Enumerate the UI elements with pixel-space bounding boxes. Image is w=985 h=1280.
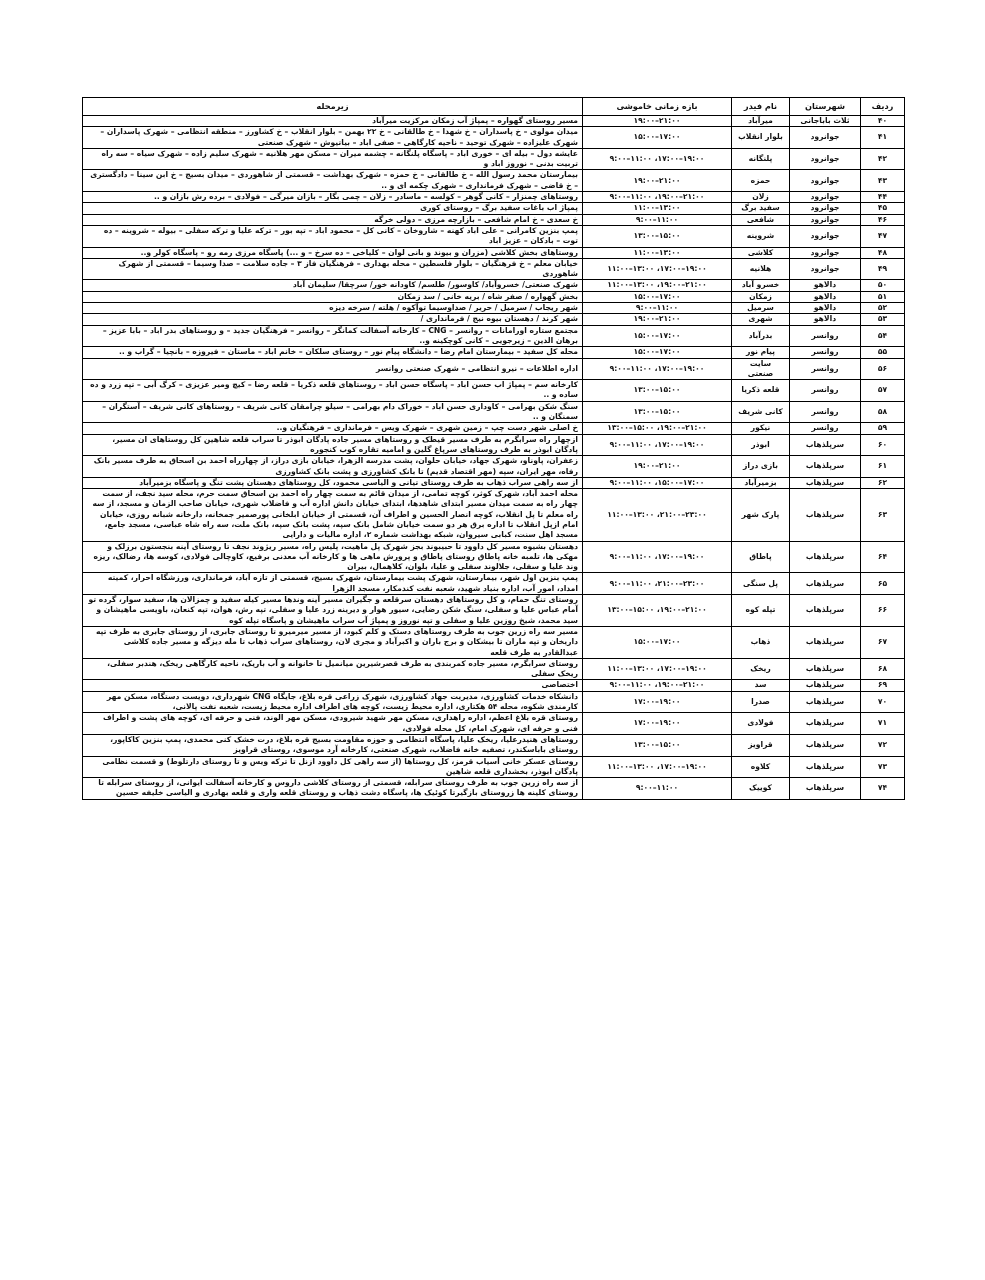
cell-area: خیابان معلم – خ فرهنگیان – بلوار فلسطین – محله بهداری – فرهنگیان فاز ۳ – جاده سلامت – صدا وسیما – قسمتی از شهرک شاهوردی bbox=[83, 258, 583, 280]
table-row bbox=[83, 170, 905, 192]
cell-time: ۲۳:۰۰–۲۱:۰۰، ۱۱:۰۰–۹:۰۰ bbox=[583, 573, 732, 595]
cell-shahrestan: سرپلذهاب bbox=[790, 626, 861, 658]
cell-feeder: پیام نور bbox=[732, 347, 790, 358]
cell-time: ۱۵:۰۰–۱۳:۰۰ bbox=[583, 401, 732, 423]
cell-time: ۱۹:۰۰–۱۷:۰۰، ۱۱:۰۰–۹:۰۰ bbox=[583, 148, 732, 170]
cell-area: زعفران، پاوناو، شهرک جهاد، خیابان حلوان، پشت مدرسه الزهرا، خیابان بازی دراز، از چهارراه احمد بن اسحاق به طرف مسیر بانک رفاه، مهر ایران، سپه (مهر اقتصاد قدیم) تا بانک کشاورزی و پشت بانک کشاورزی bbox=[83, 456, 583, 478]
cell-area: روستاهای بخش کلاشی (مزران و بیوند و بانی لوان – کلیاخی – ده سرخ – و ...) پاسگاه مرزی رمه رو – پاسگاه کولر و.. bbox=[83, 247, 583, 258]
cell-radif: ۶۶ bbox=[861, 595, 905, 627]
header-feeder: نام فیدر bbox=[732, 98, 790, 116]
cell-shahrestan: سرپلذهاب bbox=[790, 713, 861, 735]
cell-time: ۱۹:۰۰–۱۷:۰۰، ۱۱:۰۰–۹:۰۰ bbox=[583, 358, 732, 380]
table-body bbox=[83, 116, 905, 800]
cell-shahrestan: سرپلذهاب bbox=[790, 573, 861, 595]
cell-time: ۱۹:۰۰–۱۷:۰۰، ۱۳:۰۰–۱۱:۰۰ bbox=[583, 658, 732, 680]
cell-radif: ۵۲ bbox=[861, 303, 905, 314]
table-row bbox=[83, 573, 905, 595]
cell-feeder: حمزه bbox=[732, 170, 790, 192]
cell-area: پمپ بنزین کامرانی – علی اباد کهنه – شاروخان – کانی کل – محمود اباد – تپه بور – ترکه علیا و ترکه سفلی – بیوله – شروینه – ده توت – بادکان – عزیز اباد bbox=[83, 225, 583, 247]
cell-time: ۱۹:۰۰–۱۷:۰۰، ۱۳:۰۰–۱۱:۰۰ bbox=[583, 258, 732, 280]
cell-area: شهر ریجاب / سرمیل / حریر / صداوسیما توآکوه / هلته / سرخه دیزه bbox=[83, 303, 583, 314]
cell-feeder: شروینه bbox=[732, 225, 790, 247]
cell-time: ۲۱:۰۰–۱۹:۰۰، ۱۳:۰۰–۱۱:۰۰ bbox=[583, 280, 732, 291]
cell-area: محله احمد آباد، شهرک کوثر، کوچه تمامی، از میدان قائم به سمت چهار راه احمد بن اسحاق سمت حرم، محله سید نجف، از سمت چهار راه به سمت میدان مسیر ابتدای شاهدها، ابتدای خیابان دانش اداره آب و فاضلاب شهری، خیابان صاحب الزمان و مسجد، از سه راه معلم تا پل انقلاب، کوچه انصار الحسین و اطراف آن، قسمتی از خیابان ابلخانی پورصمیر جمخانه، دارخانه شبانه روزی، خیابان امام ازپل انقلاب تا اداره برق هر دو سمت خیابان شامل بانک سپه، پشت بانک سپه، بانک ملت، سه راه شاه عباسی، مسجد جامع، مسجد اهل سنت، کبابی سیروان، شبکه بهداشت شماره ۲، اداره مالیات و دارایی bbox=[83, 489, 583, 541]
table-row bbox=[83, 291, 905, 302]
cell-time: ۲۳:۰۰–۲۱:۰۰، ۱۳:۰۰–۱۱:۰۰ bbox=[583, 489, 732, 541]
cell-radif: ۵۴ bbox=[861, 325, 905, 347]
cell-shahrestan: روانسر bbox=[790, 380, 861, 402]
cell-area: روستاهای هنیدرعلیا، ریخک علیا، پاسگاه انتظامی و حوزه مقاومت بسیج قره بلاغ، درت خشک کنی محمدی، پمپ بنزین کاکاپور، روستای باباسکندر، تصفیه خانه فاضلاب، شهرک صنعتی، کارخانه آرد موسوی، روستای قراویز bbox=[83, 734, 583, 756]
cell-feeder: سد bbox=[732, 680, 790, 691]
cell-shahrestan: جوانرود bbox=[790, 170, 861, 192]
table-row bbox=[83, 713, 905, 735]
cell-feeder: بدرآباد bbox=[732, 325, 790, 347]
cell-time: ۱۹:۰۰–۱۷:۰۰ bbox=[583, 691, 732, 713]
cell-radif: ۶۳ bbox=[861, 489, 905, 541]
table-row bbox=[83, 214, 905, 225]
cell-area: از سه راهی سراب ذهاب به طرف روستای تیانی و الیاسی محمود، کل روستاهای دهستان پشت تنگ و پاسگاه بزمیرآباد bbox=[83, 477, 583, 488]
cell-radif: ۶۲ bbox=[861, 477, 905, 488]
table-row bbox=[83, 477, 905, 488]
cell-area: بخش گهواره / صفر شاه / بریه خانی / سد زمکان bbox=[83, 291, 583, 302]
cell-shahrestan: روانسر bbox=[790, 325, 861, 347]
cell-area: روستای عسکر خانی آسیاب قرمز، کل روستاها (از سه راهی کل داوود ازنل تا ترکه ویس و تا روستای دارتلوط) و قسمت نظامی پادگان ابوذر، بخشداری قلعه شاهین bbox=[83, 756, 583, 778]
cell-feeder: قلعه ذکریا bbox=[732, 380, 790, 402]
cell-area: مسیر سه راه زرین جوب به طرف روستاهای دستک و کلم کبود، از مسیر میرمیرو تا روستای جابری، از روستای جابری به طرف تپه داریخان و تپه ماران تا بیشکان و برج باران و اکبرآباد و مجری لان، روستاهای سراب ذهاب تا مله دیزگه و مسیر جاده کلاشی عبدالقادر به طرف قلعه bbox=[83, 626, 583, 658]
table-row bbox=[83, 434, 905, 456]
cell-radif: ۴۲ bbox=[861, 148, 905, 170]
cell-feeder: پاطاق bbox=[732, 541, 790, 573]
header-time: بازه زمانی خاموشی bbox=[583, 98, 732, 116]
cell-time: ۱۷:۰۰–۱۵:۰۰، ۱۱:۰۰–۹:۰۰ bbox=[583, 477, 732, 488]
cell-time: ۲۱:۰۰–۱۹:۰۰، ۱۵:۰۰–۱۳:۰۰ bbox=[583, 595, 732, 627]
header-shahrestan: شهرستان bbox=[790, 98, 861, 116]
cell-feeder: پارک شهر bbox=[732, 489, 790, 541]
cell-radif: ۴۷ bbox=[861, 225, 905, 247]
outage-schedule-table bbox=[82, 97, 905, 800]
cell-shahrestan: سرپلذهاب bbox=[790, 541, 861, 573]
cell-area: ازچهار راه سرابگرم به طرف مسیر قیطک و روستاهای مسیر جاده پادگان ابوذر تا سراب قلعه شاهین کل روستاهای ان مسیر، پادگان ابوذر به طرف روستاهای سرپاغ گلین و امامیه تقاره کوب کنجوره bbox=[83, 434, 583, 456]
table-row bbox=[83, 116, 905, 127]
cell-radif: ۶۰ bbox=[861, 434, 905, 456]
cell-radif: ۶۷ bbox=[861, 626, 905, 658]
table-row bbox=[83, 325, 905, 347]
cell-time: ۱۵:۰۰–۱۳:۰۰ bbox=[583, 380, 732, 402]
cell-shahrestan: دالاهو bbox=[790, 280, 861, 291]
cell-area: دانشکاه خدمات کشاورزی، مدیریت جهاد کشاورزی، شهرک زراعی قره بلاغ، جایگاه CNG شهرداری، دویست دستگاه، مسکن مهر کارمندی شکوه، محله ۵۴ هکتاری، اداره محیط زیست، کوچه های اطراف اداره محیط زیست، شعبه نفت پالانی، bbox=[83, 691, 583, 713]
cell-shahrestan: جوانرود bbox=[790, 225, 861, 247]
cell-shahrestan: سرپلذهاب bbox=[790, 756, 861, 778]
cell-time: ۱۱:۰۰–۹:۰۰ bbox=[583, 303, 732, 314]
table-row bbox=[83, 680, 905, 691]
cell-time: ۲۱:۰۰–۱۹:۰۰ bbox=[583, 116, 732, 127]
cell-time: ۱۳:۰۰–۱۱:۰۰ bbox=[583, 203, 732, 214]
cell-radif: ۷۳ bbox=[861, 756, 905, 778]
cell-radif: ۵۳ bbox=[861, 314, 905, 325]
cell-feeder: نیکور bbox=[732, 423, 790, 434]
cell-shahrestan: سرپلذهاب bbox=[790, 680, 861, 691]
cell-feeder: صدرا bbox=[732, 691, 790, 713]
cell-time: ۱۹:۰۰–۱۷:۰۰، ۱۱:۰۰–۹:۰۰ bbox=[583, 541, 732, 573]
table-row bbox=[83, 778, 905, 800]
table-row bbox=[83, 247, 905, 258]
cell-radif: ۴۸ bbox=[861, 247, 905, 258]
table-row bbox=[83, 127, 905, 149]
cell-radif: ۴۴ bbox=[861, 192, 905, 203]
table-row bbox=[83, 401, 905, 423]
cell-area: پمپ بنزین اول شهر، بیمارستان، شهرک پشت بیمارستان، شهرک بسیج، قسمتی از تازه آباد، فرمانداری، ورزشگاه احرار، کمیته امداد، امور آب، اداره بنیاد شهید، شعبه نفت کندمکار، مسجد الزهرا bbox=[83, 573, 583, 595]
cell-time: ۲۱:۰۰–۱۹:۰۰، ۱۱:۰۰–۹:۰۰ bbox=[583, 680, 732, 691]
cell-feeder: کلاوه bbox=[732, 756, 790, 778]
table-row bbox=[83, 489, 905, 541]
cell-area: کارخانه سم – پمپاژ اب حسن اباد – پاسگاه حسن اباد – روستاهای قلعه ذکریا – قلعه رضا – کیچ ومیر عزیزی – کرگ آبی – تپه زرد و ده ساده و .. bbox=[83, 380, 583, 402]
cell-shahrestan: جوانرود bbox=[790, 247, 861, 258]
cell-area: عایشه دول – بیله ای – خوری اباد – پاسگاه پلنگانه – چشمه میران – مسکن مهر هلانیه – شهرک سلیم زاده – شهرک سیاه – سه راه تربیت بدنی – نوروز اباد و bbox=[83, 148, 583, 170]
cell-radif: ۵۶ bbox=[861, 358, 905, 380]
cell-time: ۱۷:۰۰–۱۵:۰۰ bbox=[583, 347, 732, 358]
cell-time: ۲۱:۰۰–۱۹:۰۰، ۱۵:۰۰–۱۳:۰۰ bbox=[583, 423, 732, 434]
cell-radif: ۵۸ bbox=[861, 401, 905, 423]
cell-area: دهستان بشیوه مسیر کل داوود تا حبیبوند بجز شهرک پل ماهیت، پلیس راه، مسیر ریژوند نجف تا روستای آینه بنجستون برزلک و مهکی ها، تلمبه خانه پاطاق روستای پاطاق و پرورش ماهی ها و کارخانه آب معدنی برفیع، کاوچالی فولادی، کوسه ها، رضالک، ریزه وند علیا و سفلی، جلالوند سفلی و علیا، بلوان، کلاهمال، بیران bbox=[83, 541, 583, 573]
table-row bbox=[83, 456, 905, 478]
table-row bbox=[83, 358, 905, 380]
cell-shahrestan: سرپلذهاب bbox=[790, 595, 861, 627]
table-row bbox=[83, 192, 905, 203]
cell-time: ۱۹:۰۰–۱۷:۰۰، ۱۱:۰۰–۹:۰۰ bbox=[583, 434, 732, 456]
header-area: زیرمحله bbox=[83, 98, 583, 116]
cell-time: ۱۷:۰۰–۱۵:۰۰ bbox=[583, 325, 732, 347]
cell-area: پمپاژ اب باغات سفید برگ – روستای کوری bbox=[83, 203, 583, 214]
cell-feeder: زمکان bbox=[732, 291, 790, 302]
cell-feeder: کلاشی bbox=[732, 247, 790, 258]
cell-feeder: بزمیرآباد bbox=[732, 477, 790, 488]
cell-shahrestan: دالاهو bbox=[790, 291, 861, 302]
cell-time: ۱۷:۰۰–۱۵:۰۰ bbox=[583, 291, 732, 302]
table-row bbox=[83, 541, 905, 573]
cell-shahrestan: سرپلذهاب bbox=[790, 477, 861, 488]
cell-area: روستای سرابگرم، مسیر جاده کمربندی به طرف قصرشیرین میانمیل تا خانوانه و آب باریک، ناحیه کارگاهی ریخک، هندبر سفلی، ریخک سفلی bbox=[83, 658, 583, 680]
table-row bbox=[83, 691, 905, 713]
cell-feeder: ریخک bbox=[732, 658, 790, 680]
cell-feeder: پلنگانه bbox=[732, 148, 790, 170]
cell-radif: ۴۳ bbox=[861, 170, 905, 192]
cell-shahrestan: روانسر bbox=[790, 401, 861, 423]
cell-radif: ۶۵ bbox=[861, 573, 905, 595]
table-row bbox=[83, 380, 905, 402]
cell-time: ۱۱:۰۰–۹:۰۰ bbox=[583, 214, 732, 225]
outage-schedule-sheet bbox=[82, 97, 904, 800]
cell-radif: ۵۷ bbox=[861, 380, 905, 402]
cell-feeder: زلان bbox=[732, 192, 790, 203]
cell-shahrestan: سرپلذهاب bbox=[790, 691, 861, 713]
cell-area: سنگ شکن بهرامی – کاوداری حسن اباد – خوراک دام بهرامی – سیلو چرامقان کانی شریف – روستاهای کانی شریف – آستگران – سمنگان و .. bbox=[83, 401, 583, 423]
cell-area: شهر کرند / دهستان بیوه نیج / فرمانداری / bbox=[83, 314, 583, 325]
cell-radif: ۵۱ bbox=[861, 291, 905, 302]
cell-feeder: پل سنگی bbox=[732, 573, 790, 595]
cell-shahrestan: سرپلذهاب bbox=[790, 778, 861, 800]
cell-area: روستاهای چمنزار – کانی گوهر – کولسه – ماسادر – زلان – چمی بگار – بازان میرگی – فولادی – برده رش بازان و .. bbox=[83, 192, 583, 203]
cell-time: ۱۷:۰۰–۱۵:۰۰ bbox=[583, 626, 732, 658]
table-row bbox=[83, 595, 905, 627]
table-row bbox=[83, 148, 905, 170]
cell-feeder: خسرو آباد bbox=[732, 280, 790, 291]
cell-radif: ۴۶ bbox=[861, 214, 905, 225]
cell-feeder: کانی شریف bbox=[732, 401, 790, 423]
cell-feeder: سرمیل bbox=[732, 303, 790, 314]
cell-time: ۲۱:۰۰–۱۹:۰۰ bbox=[583, 170, 732, 192]
cell-time: ۱۵:۰۰–۱۳:۰۰ bbox=[583, 225, 732, 247]
cell-time: ۱۵:۰۰–۱۳:۰۰ bbox=[583, 734, 732, 756]
cell-radif: ۵۹ bbox=[861, 423, 905, 434]
cell-feeder: سایت صنعتی bbox=[732, 358, 790, 380]
cell-feeder: شهری bbox=[732, 314, 790, 325]
cell-time: ۱۹:۰۰–۱۷:۰۰، ۱۳:۰۰–۱۱:۰۰ bbox=[583, 756, 732, 778]
cell-feeder: تپله کوه bbox=[732, 595, 790, 627]
cell-area: از سه راه زرین جوب به طرف روستای سرابله، قسمتی از روستای کلاشی داروس و کارخانه آسفالت ایوانی، از روستای سرابله تا روستای کلینه ها زروستای بازگیرتا کوئیک ها، پاسگاه دشت ذهاب و روستای قلعه واری و قلعه بهادری و الیاسی خلیفه حسین bbox=[83, 778, 583, 800]
cell-radif: ۷۰ bbox=[861, 691, 905, 713]
cell-radif: ۴۰ bbox=[861, 116, 905, 127]
cell-shahrestan: سرپلذهاب bbox=[790, 734, 861, 756]
cell-shahrestan: سرپلذهاب bbox=[790, 456, 861, 478]
cell-feeder: بلوار انقلاب bbox=[732, 127, 790, 149]
cell-feeder: قراویز bbox=[732, 734, 790, 756]
cell-time: ۲۱:۰۰–۱۹:۰۰، ۱۱:۰۰–۹:۰۰ bbox=[583, 192, 732, 203]
cell-shahrestan: جوانرود bbox=[790, 127, 861, 149]
table-row bbox=[83, 280, 905, 291]
table-row bbox=[83, 347, 905, 358]
table-row bbox=[83, 314, 905, 325]
cell-area: اختصاصی bbox=[83, 680, 583, 691]
cell-radif: ۶۴ bbox=[861, 541, 905, 573]
cell-shahrestan: سرپلذهاب bbox=[790, 658, 861, 680]
table-row bbox=[83, 225, 905, 247]
cell-shahrestan: جوانرود bbox=[790, 203, 861, 214]
cell-radif: ۵۵ bbox=[861, 347, 905, 358]
cell-shahrestan: روانسر bbox=[790, 358, 861, 380]
cell-shahrestan: دالاهو bbox=[790, 303, 861, 314]
cell-time: ۲۱:۰۰–۱۹:۰۰ bbox=[583, 314, 732, 325]
table-row bbox=[83, 203, 905, 214]
cell-shahrestan: جوانرود bbox=[790, 214, 861, 225]
cell-radif: ۶۱ bbox=[861, 456, 905, 478]
cell-time: ۱۹:۰۰–۱۷:۰۰ bbox=[583, 713, 732, 735]
header-radif: ردیف bbox=[861, 98, 905, 116]
cell-shahrestan: روانسر bbox=[790, 347, 861, 358]
cell-feeder: سفید برگ bbox=[732, 203, 790, 214]
table-row bbox=[83, 258, 905, 280]
cell-feeder: فولادی bbox=[732, 713, 790, 735]
cell-shahrestan: جوانرود bbox=[790, 258, 861, 280]
table-row bbox=[83, 658, 905, 680]
table-header-row bbox=[83, 98, 905, 116]
cell-time: ۱۱:۰۰–۹:۰۰ bbox=[583, 778, 732, 800]
cell-radif: ۶۸ bbox=[861, 658, 905, 680]
cell-radif: ۴۱ bbox=[861, 127, 905, 149]
cell-area: اداره اطلاعات – نیرو انتظامی – شهرک صنعتی روانسر bbox=[83, 358, 583, 380]
cell-radif: ۷۱ bbox=[861, 713, 905, 735]
table-row bbox=[83, 423, 905, 434]
cell-shahrestan: جوانرود bbox=[790, 148, 861, 170]
table-row bbox=[83, 626, 905, 658]
cell-shahrestan: جوانرود bbox=[790, 192, 861, 203]
cell-area: مسیر روستای گهواره – پمپاژ آب زمکان مرکزیت میرآباد bbox=[83, 116, 583, 127]
cell-area: بیمارستان محمد رسول الله – خ طالقانی – خ حمزه – شهرک بهداشت – قسمتی از شاهوردی – میدان بسیج – خ ابن سینا – دادگستری – خ قاضی – شهرک فرمانداری – شهرک چکمه ای و .. bbox=[83, 170, 583, 192]
cell-area: خ اصلی شهر دست چپ – زمین شهری – شهرک ویس – فرمانداری – فرهنگیان و.. bbox=[83, 423, 583, 434]
cell-feeder: ابوذر bbox=[732, 434, 790, 456]
cell-radif: ۴۵ bbox=[861, 203, 905, 214]
cell-area: میدان مولوی – خ پاسداران – خ شهدا – خ طالقانی – خ ۲۲ بهمن – بلوار انقلاب – خ کشاورز – منطقه انتظامی – شهرک پاسداران – شهرک علیزاده – شهرک توحید – ناحیه کارگاهی – صفی اباد – بیاتیوش – شهرک صنعتی bbox=[83, 127, 583, 149]
cell-area: محله کل سفید – بیمارستان امام رضا – دانشگاه پیام نور – روستای سلکان – خانم اباد – ماستان – فیروزه – بانچیا – گراب و .. bbox=[83, 347, 583, 358]
cell-radif: ۷۲ bbox=[861, 734, 905, 756]
cell-feeder: شافعی bbox=[732, 214, 790, 225]
cell-shahrestan: سرپلذهاب bbox=[790, 489, 861, 541]
cell-time: ۱۳:۰۰–۱۱:۰۰ bbox=[583, 247, 732, 258]
cell-time: ۱۷:۰۰–۱۵:۰۰ bbox=[583, 127, 732, 149]
cell-area: روستای قره بلاغ اعظم، اداره راهداری، مسکن مهر شهید شیرودی، مسکن مهر الوند، فنی و حرفه ای، کوچه های پشت و اطراف فنی و حرفه ای، شهرک امام، کل محله فولادی، bbox=[83, 713, 583, 735]
cell-radif: ۴۹ bbox=[861, 258, 905, 280]
cell-radif: ۶۹ bbox=[861, 680, 905, 691]
cell-shahrestan: روانسر bbox=[790, 423, 861, 434]
cell-shahrestan: ثلاث باباجانی bbox=[790, 116, 861, 127]
table-row bbox=[83, 303, 905, 314]
cell-feeder: میرآباد bbox=[732, 116, 790, 127]
cell-area: شهرک صنعتی/ خسروآباد/ کاوسور/ طلسم/ کاودانه خور/ سرچقا/ سلیمان آباد bbox=[83, 280, 583, 291]
cell-shahrestan: سرپلذهاب bbox=[790, 434, 861, 456]
cell-area: خ سعدی – خ امام شافعی – بازارچه مرزی – دولی خرگه bbox=[83, 214, 583, 225]
cell-area: روستای تنگ حمام، و کل روستاهای دهستان سرقلعه و جگیران مسیر آینه وندها مسیر کیله سفید و چمزالان ها، سفید سوار، گرده تو آمام عباس علیا و سفلی، سنگ شکن رضایی، سیور هوار و دیرینه زرد علیا و سفلی، تپه رش، هوان، تپه کنعان، باویسی ماهیشان و سید محمد، شیخ روزین علیا و سفلی و تپه نوروز و پمپاژ آب سراب ماهیشان و پاسگاه تپله کوه bbox=[83, 595, 583, 627]
cell-feeder: بازی دراز bbox=[732, 456, 790, 478]
cell-feeder: کوییک bbox=[732, 778, 790, 800]
cell-radif: ۷۴ bbox=[861, 778, 905, 800]
cell-feeder: هلانیه bbox=[732, 258, 790, 280]
cell-feeder: ذهاب bbox=[732, 626, 790, 658]
cell-time: ۲۱:۰۰–۱۹:۰۰ bbox=[583, 456, 732, 478]
cell-radif: ۵۰ bbox=[861, 280, 905, 291]
table-row bbox=[83, 756, 905, 778]
cell-shahrestan: دالاهو bbox=[790, 314, 861, 325]
table-row bbox=[83, 734, 905, 756]
cell-area: مجتمع ستاره اورامانات – روانسر – CNG – کارخانه آسفالت کمانگر – روانسر – فرهنگیان جدید – و روستاهای بدر اباد – بابا عزیز – برهان الدین – زیرجویی – کانی کوچکینه و.. bbox=[83, 325, 583, 347]
